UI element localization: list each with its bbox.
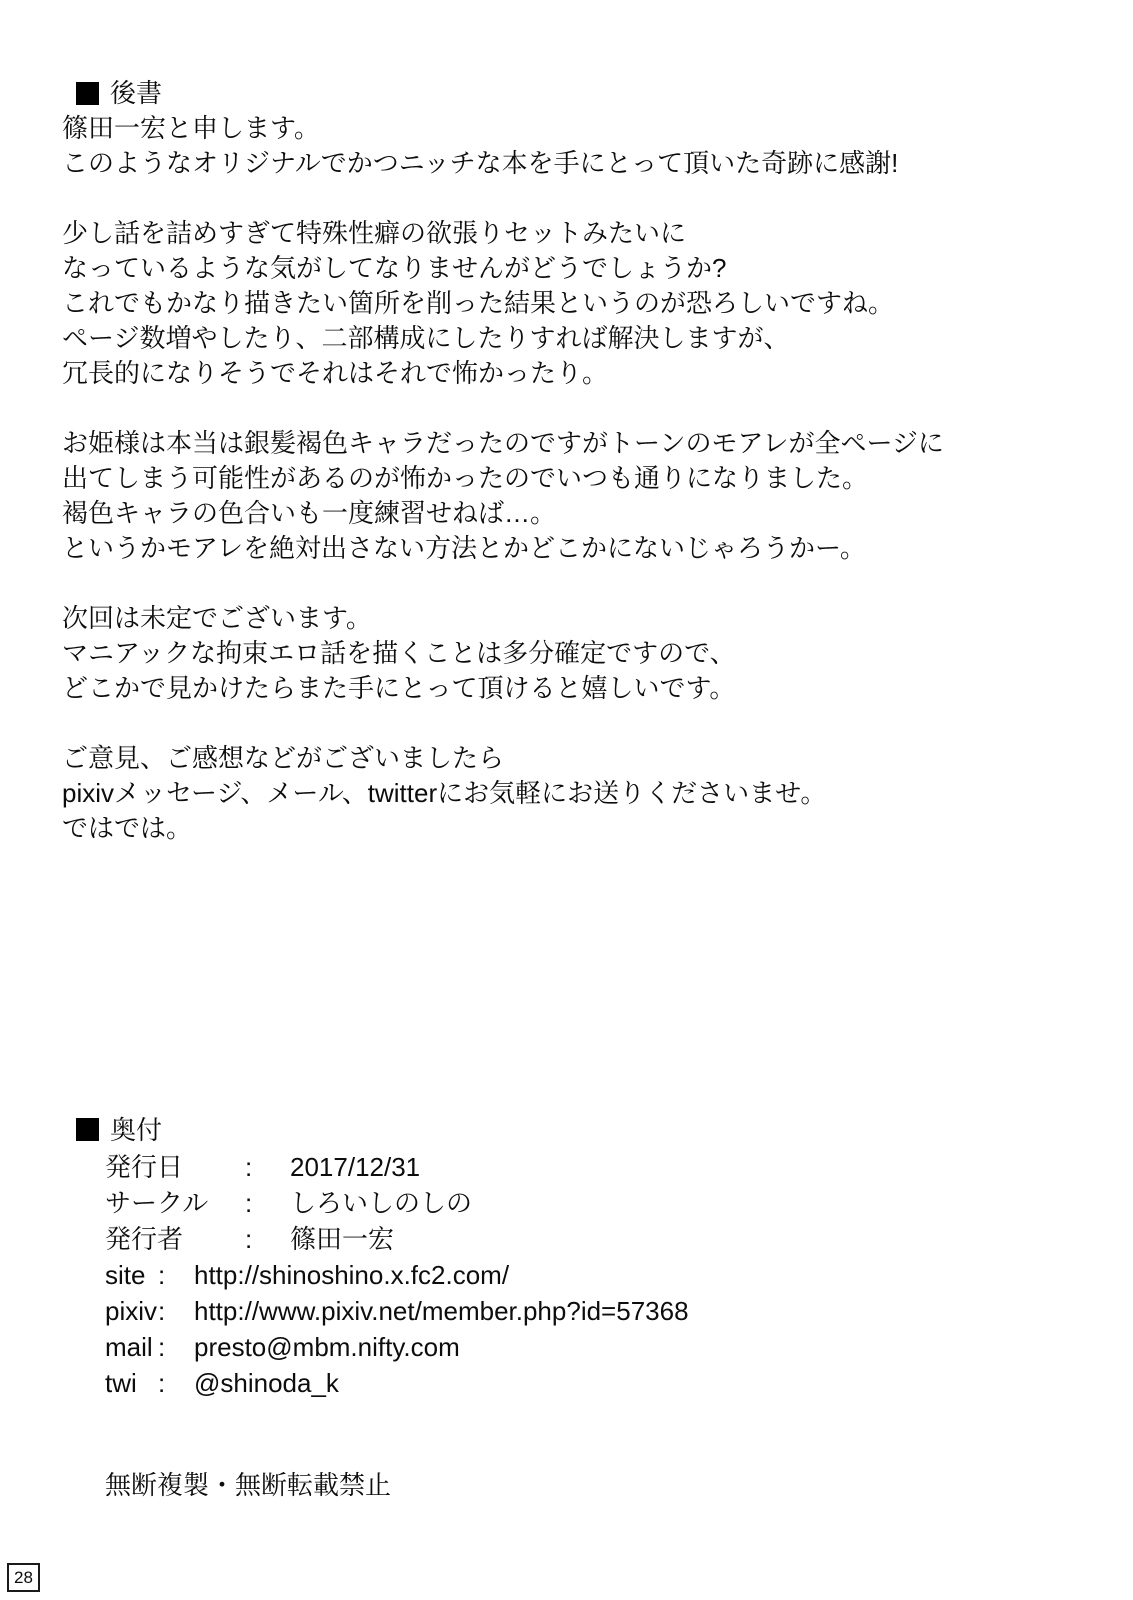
afterword-title: 後書 [110,78,163,108]
afterword-line: お姫様は本当は銀髪褐色キャラだったのですがトーンのモアレが全ページに [62,428,944,458]
colophon-row-site [105,1257,689,1293]
afterword-line: マニアックな拘束エロ話を描くことは多分確定ですので、 [62,638,736,668]
page-number-badge [7,1563,40,1592]
colophon-header [76,1112,689,1147]
colophon-row-mail [105,1329,689,1365]
colophon-row-twitter [105,1365,689,1401]
colophon-separator: : [158,1368,166,1398]
colophon-label: site [105,1260,146,1290]
afterword-paragraph [62,741,944,846]
section-marker-icon [76,82,99,105]
colophon-row-publisher [105,1221,689,1257]
afterword-paragraph [62,216,944,391]
afterword-line: どこかで見かけたらまた手にとって頂けると嬉しいです。 [62,673,736,703]
afterword-line: これでもかなり描きたい箇所を削った結果というのが恐ろしいですね。 [62,288,895,318]
colophon-separator: : [158,1296,166,1326]
colophon-separator: : [245,1224,253,1254]
afterword-line: というかモアレを絶対出さない方法とかどこかにないじゃろうかー。 [62,533,866,563]
colophon-label: 発行日 [105,1152,184,1182]
colophon-value: しろいしのしの [290,1188,473,1218]
colophon-label: mail [105,1332,153,1362]
colophon-label: サークル [105,1188,209,1218]
colophon-rows [105,1149,689,1401]
colophon-mail-address: presto@mbm.nifty.com [194,1332,460,1362]
colophon-separator: : [158,1260,166,1290]
colophon-pixiv-url: http://www.pixiv.net/member.php?id=57368 [194,1296,689,1326]
colophon-separator: : [245,1188,253,1218]
afterword-paragraph [62,601,944,706]
afterword-line: 褐色キャラの色合いも一度練習せねば…。 [62,498,557,528]
colophon-row-publish-date [105,1149,689,1185]
afterword-section [62,76,944,846]
colophon-section [62,1112,689,1503]
afterword-line: 篠田一宏と申します。 [62,113,320,143]
colophon-twitter-handle: @shinoda_k [194,1368,339,1398]
afterword-header [76,76,944,111]
copyright-notice: 無断複製・無断転載禁止 [105,1470,392,1500]
colophon-value: 篠田一宏 [290,1224,395,1254]
afterword-line: このようなオリジナルでかつニッチな本を手にとって頂いた奇跡に感謝! [62,148,899,178]
afterword-line: ページ数増やしたり、二部構成にしたりすれば解決しますが、 [62,323,790,353]
afterword-line: 次回は未定でございます。 [62,603,372,633]
afterword-line: 出てしまう可能性があるのが怖かったのでいつも通りになりました。 [62,463,869,493]
afterword-line: なっているような気がしてなりませんがどうでしょうか? [62,253,727,283]
colophon-separator: : [245,1152,253,1182]
colophon-label: 発行者 [105,1224,184,1254]
section-marker-icon [76,1118,99,1141]
colophon-title: 奥付 [110,1114,163,1145]
afterword-paragraph [62,111,944,181]
colophon-label: pixiv [105,1296,158,1326]
page-number: 28 [14,1568,33,1587]
colophon-separator: : [158,1332,166,1362]
afterword-line: 冗長的になりそうでそれはそれで怖かったり。 [62,358,609,388]
colophon-row-circle [105,1185,689,1221]
colophon-value: 2017/12/31 [290,1152,421,1182]
afterword-line: ご意見、ご感想などがございましたら [62,743,505,773]
afterword-line: 少し話を詰めすぎて特殊性癖の欲張りセットみたいに [62,218,687,248]
afterword-line: pixivメッセージ、メール、twitterにお気軽にお送りくださいませ。 [62,778,827,808]
afterword-line: ではでは。 [62,813,193,843]
colophon-site-url: http://shinoshino.x.fc2.com/ [194,1260,510,1290]
afterword-paragraph [62,426,944,566]
colophon-row-pixiv [105,1293,689,1329]
colophon-label: twi [105,1368,137,1398]
